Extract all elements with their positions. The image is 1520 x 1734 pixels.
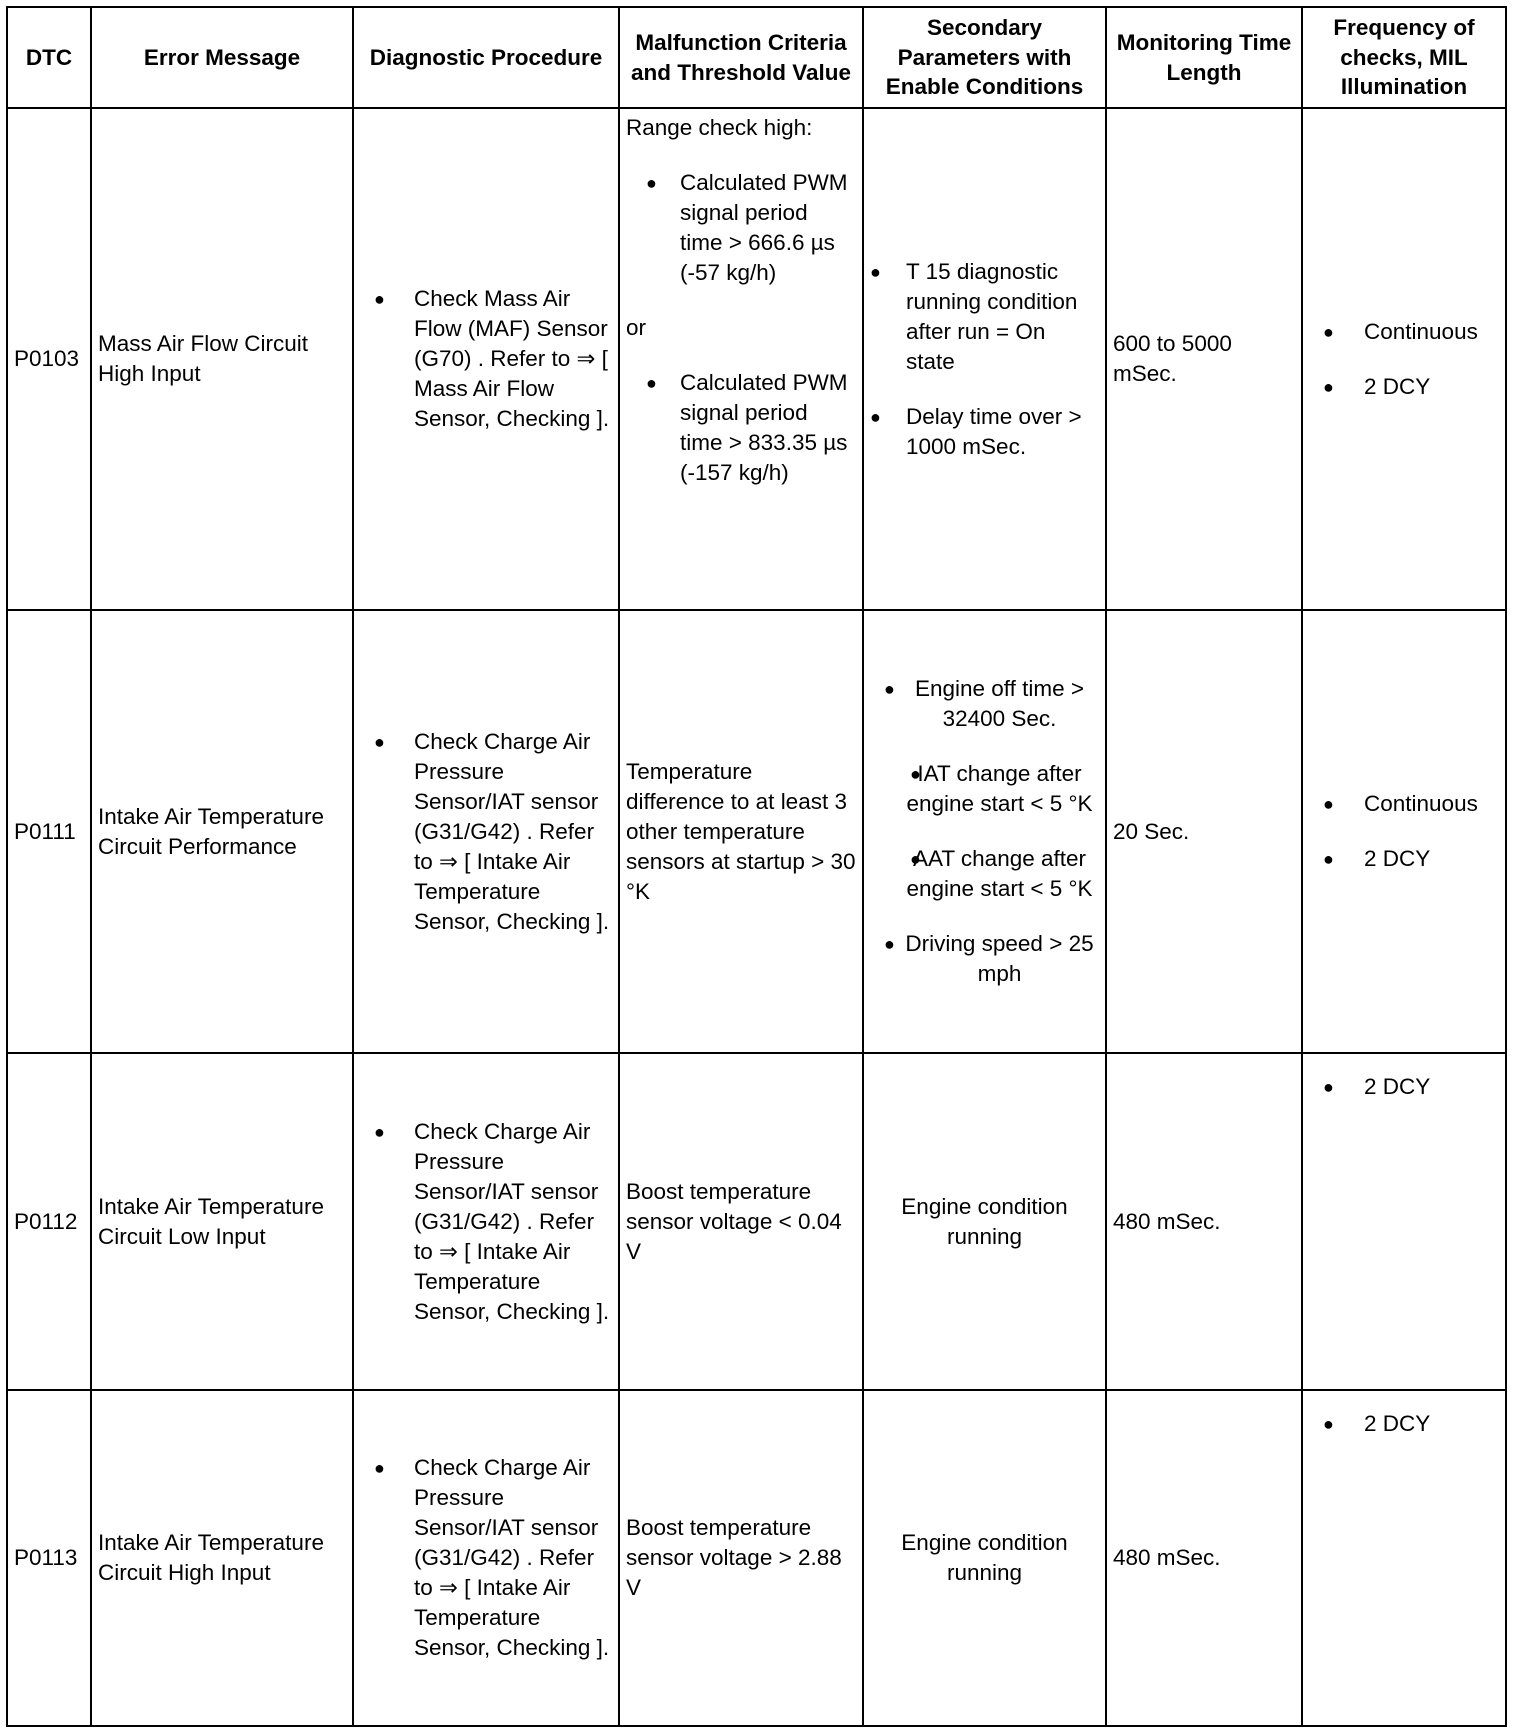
secondary-item: ● Engine off time > 32400 Sec. [870,674,1099,734]
procedure-item: ● Check Charge Air Pressure Sensor/IAT sensor (G31/G42) . Refer to ⇒ [ Intake Air Temperature Sensor, Checking ]. [360,1453,612,1663]
header-row [7,7,1506,108]
frequency [1302,610,1506,1053]
secondary-parameters: Engine condition running [863,1053,1106,1390]
dtc-code: P0113 [7,1390,91,1726]
frequency [1302,108,1506,610]
frequency [1302,1053,1506,1390]
frequency [1302,1390,1506,1726]
frequency-item: ● 2 DCY [1309,844,1499,874]
procedure-item: ● Check Charge Air Pressure Sensor/IAT sensor (G31/G42) . Refer to ⇒ [ Intake Air Temperature Sensor, Checking ]. [360,1117,612,1327]
malfunction-or: or [626,315,647,340]
diagnostic-procedure [353,610,619,1053]
diagnostic-procedure [353,1053,619,1390]
secondary-item: ● AAT change after engine start < 5 °K [870,844,1099,904]
malfunction-item: ● Calculated PWM signal period time > 833.35 µs (-157 kg/h) [626,368,856,488]
dtc-code: P0103 [7,108,91,610]
malfunction-criteria: Boost temperature sensor voltage < 0.04 V [619,1053,863,1390]
frequency-item: ● Continuous [1309,789,1499,819]
diagnostic-procedure [353,108,619,610]
header-dtc: DTC [7,7,91,108]
malfunction-criteria: Boost temperature sensor voltage > 2.88 V [619,1390,863,1726]
secondary-item: ● Delay time over > 1000 mSec. [870,402,1099,462]
table-row [7,610,1506,1053]
error-message: Intake Air Temperature Circuit Low Input [91,1053,353,1390]
secondary-parameters [863,610,1106,1053]
secondary-parameters: Engine condition running [863,1390,1106,1726]
table-row [7,108,1506,610]
header-frequency: Frequency of checks, MIL Illumination [1302,7,1506,108]
monitoring-time: 480 mSec. [1106,1390,1302,1726]
monitoring-time: 600 to 5000 mSec. [1106,108,1302,610]
header-diagnostic-procedure: Diagnostic Procedure [353,7,619,108]
dtc-table [6,6,1507,1727]
monitoring-time: 480 mSec. [1106,1053,1302,1390]
frequency-item: ● 2 DCY [1309,1409,1499,1439]
procedure-item: ● Check Mass Air Flow (MAF) Sensor (G70) . Refer to ⇒ [ Mass Air Flow Sensor, Checking ]. [360,284,612,434]
secondary-item: ● Driving speed > 25 mph [870,929,1099,989]
malfunction-item: ● Calculated PWM signal period time > 666.6 µs (-57 kg/h) [626,168,856,288]
monitoring-time: 20 Sec. [1106,610,1302,1053]
malfunction-criteria [619,108,863,610]
error-message: Mass Air Flow Circuit High Input [91,108,353,610]
frequency-item: ● 2 DCY [1309,372,1499,402]
frequency-item: ● Continuous [1309,317,1499,347]
table-row [7,1390,1506,1726]
malfunction-criteria: Temperature difference to at least 3 other temperature sensors at startup > 30 °K [619,610,863,1053]
dtc-code: P0111 [7,610,91,1053]
secondary-item: ● IAT change after engine start < 5 °K [870,759,1099,819]
procedure-item: ● Check Charge Air Pressure Sensor/IAT sensor (G31/G42) . Refer to ⇒ [ Intake Air Temperature Sensor, Checking ]. [360,727,612,937]
header-secondary-parameters: Secondary Parameters with Enable Conditions [863,7,1106,108]
malfunction-intro: Range check high: [626,115,813,140]
error-message: Intake Air Temperature Circuit Performance [91,610,353,1053]
table-row [7,1053,1506,1390]
error-message: Intake Air Temperature Circuit High Input [91,1390,353,1726]
header-malfunction-criteria: Malfunction Criteria and Threshold Value [619,7,863,108]
header-monitoring-time: Monitoring Time Length [1106,7,1302,108]
diagnostic-procedure [353,1390,619,1726]
secondary-parameters [863,108,1106,610]
secondary-item: ● T 15 diagnostic running condition after run = On state [870,257,1099,377]
frequency-item: ● 2 DCY [1309,1072,1499,1102]
dtc-code: P0112 [7,1053,91,1390]
header-error-message: Error Message [91,7,353,108]
